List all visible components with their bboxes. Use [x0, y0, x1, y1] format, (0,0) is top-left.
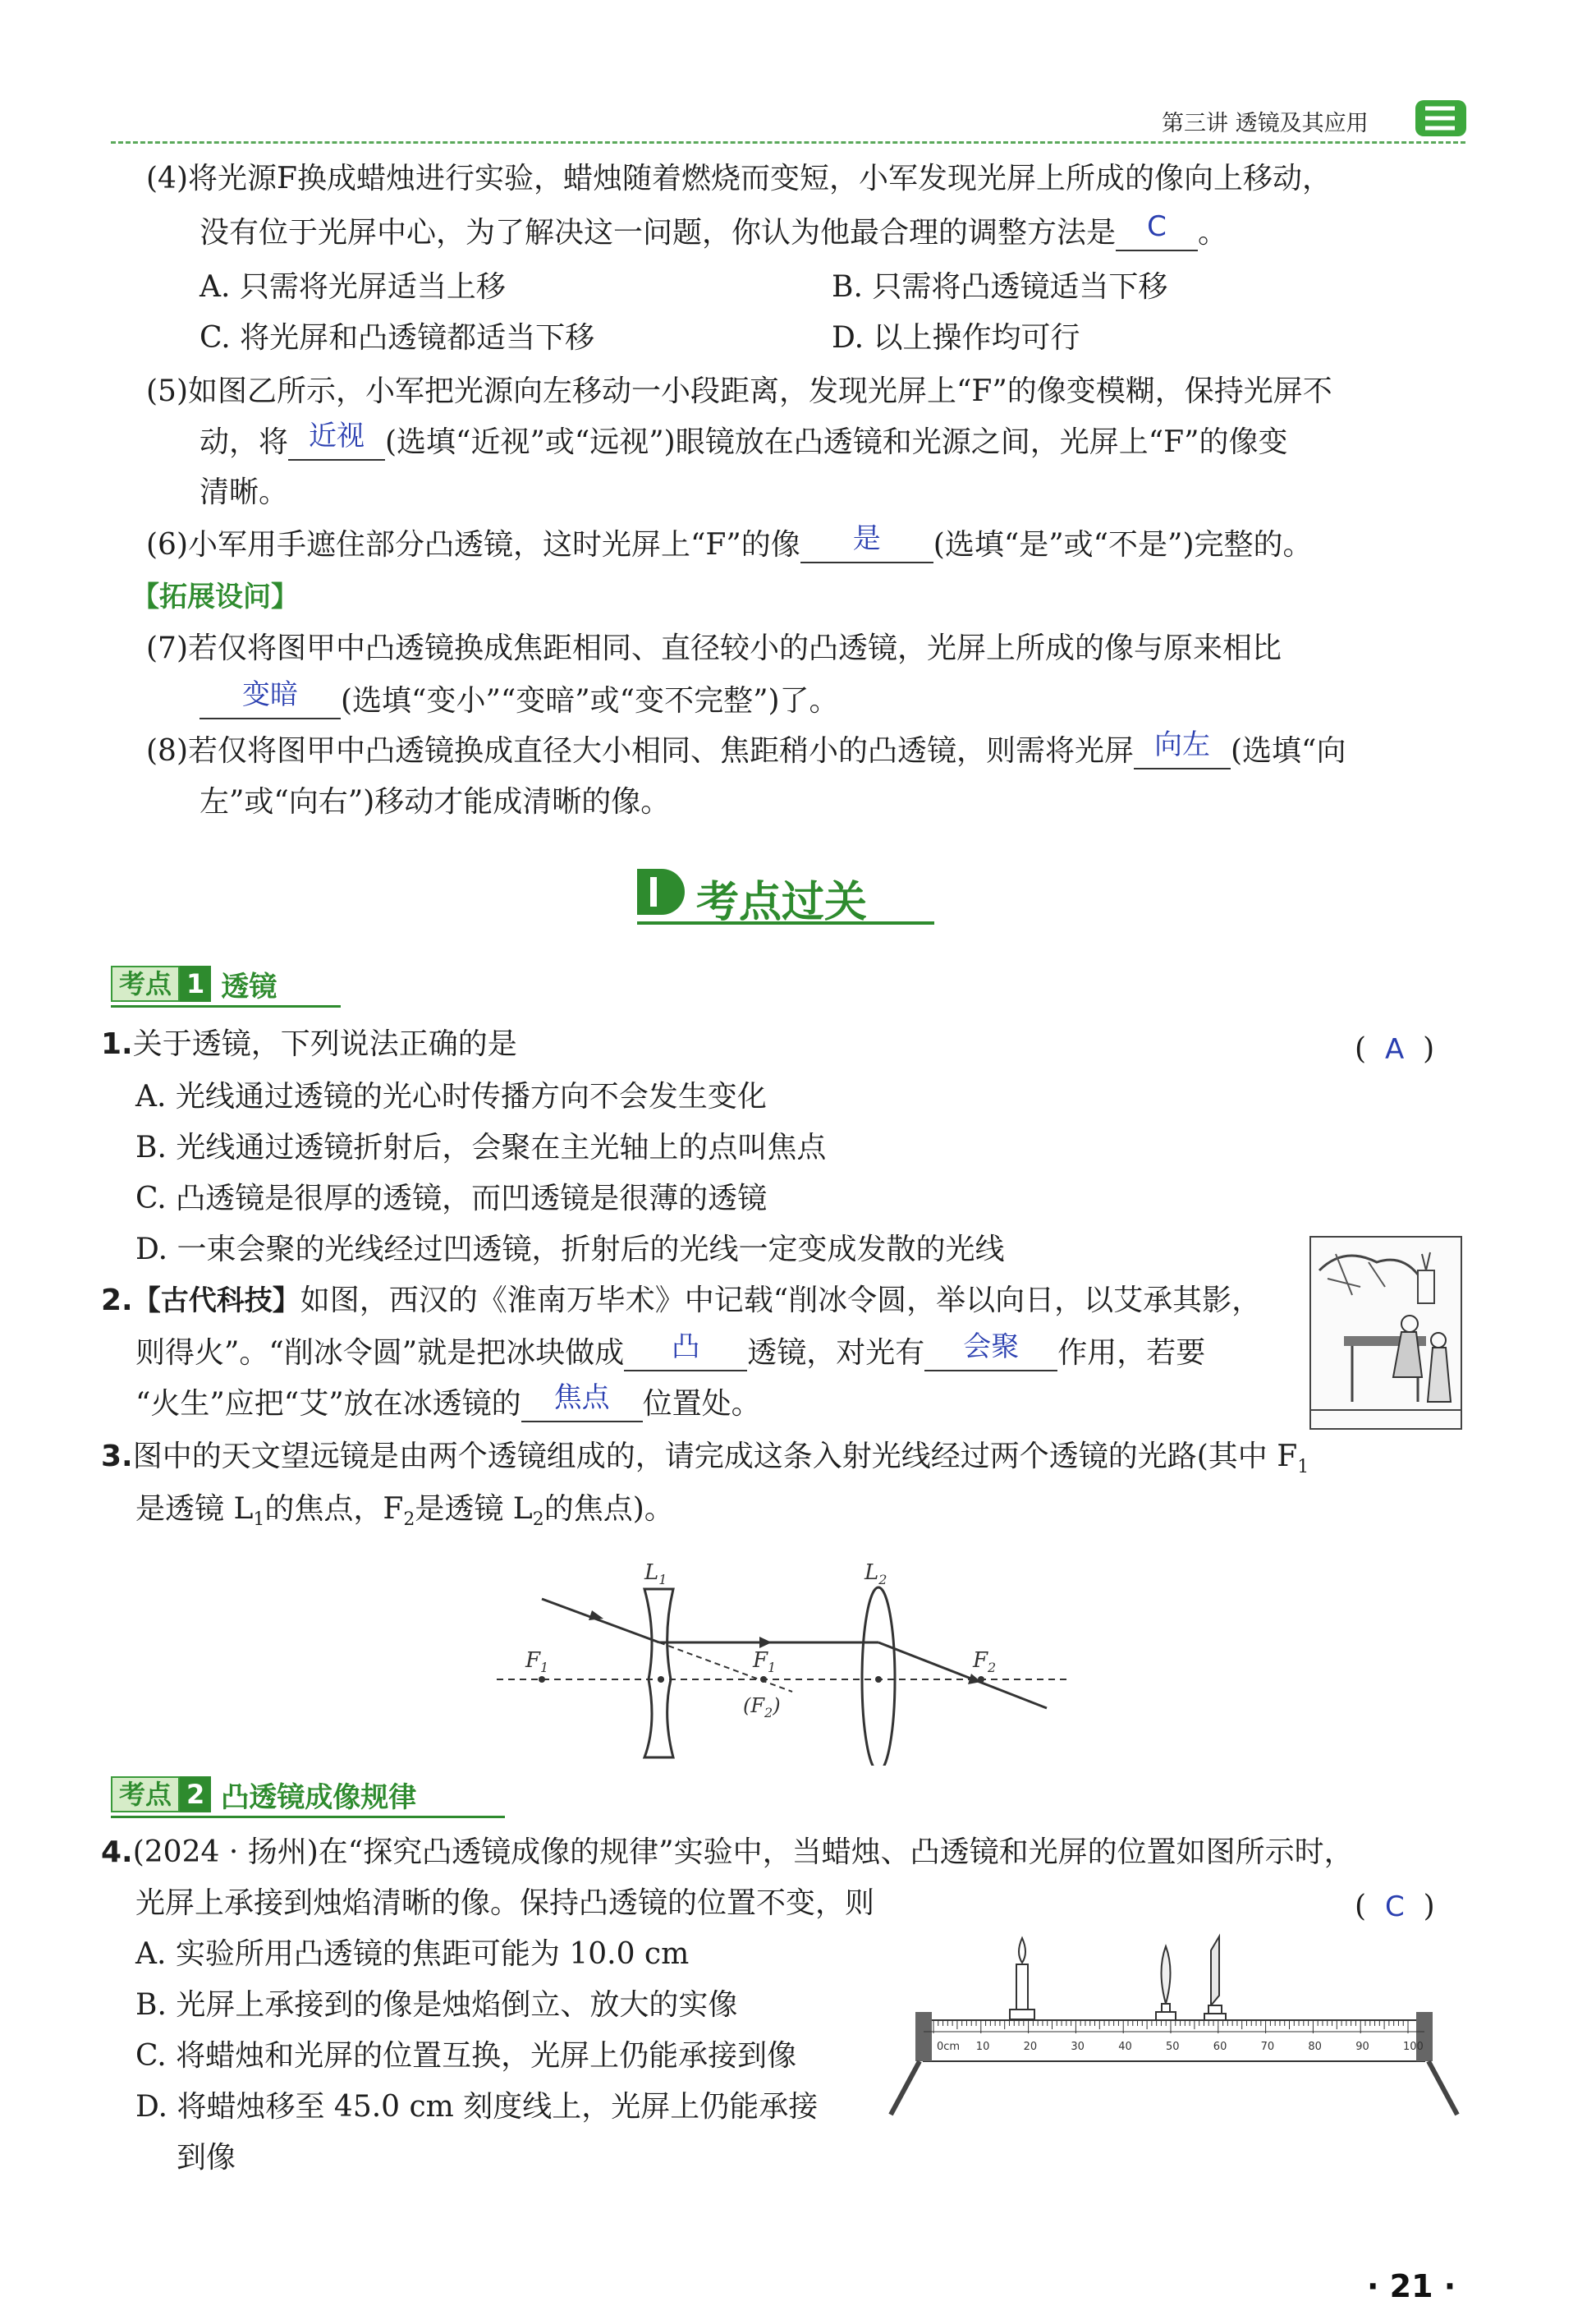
label-l2: L [864, 1560, 879, 1585]
label-f1-mid: F [753, 1648, 768, 1673]
kp1-label: 考点 [111, 966, 180, 1002]
ruler-tick-label: 70 [1260, 2041, 1275, 2053]
ruler-tick-label: 100 [1403, 2041, 1424, 2053]
p4-line1: (4)将光源F换成蜡烛进行实验，蜡烛随着燃烧而变短，小军发现光屏上所成的像向上移动， [146, 162, 1332, 195]
q4-line2: 光屏上承接到烛焰清晰的像。保持凸透镜的位置不变，则 [135, 1886, 875, 1920]
ruler-tick-label: 10 [975, 2041, 990, 2053]
header-dashed-rule [111, 141, 1465, 144]
svg-text:(F2): $(F_2)$ [743, 1694, 781, 1720]
ruler-tick-label: 30 [1071, 2041, 1085, 2053]
q3-line1: 3.图中的天文望远镜是由两个透镜组成的，请完成这条入射光线经过两个透镜的光路(其中 $F_1$ [101, 1440, 1309, 1478]
svg-text:L1: $L_1$ [644, 1560, 667, 1587]
ancient-illustration [1309, 1236, 1462, 1430]
q1-option-a: A. 光线通过透镜的光心时传播方向不会发生变化 [135, 1080, 767, 1114]
ruler-tick-label: 0cm [937, 2041, 961, 2053]
p4-option-c: C. 将光屏和凸透镜都适当下移 [200, 321, 595, 355]
q2-line3: “火生”应把“艾”放在冰透镜的 焦点 位置处。 [135, 1381, 761, 1421]
kp2-header [111, 1776, 505, 1818]
p7-line1: (7)若仅将图甲中凸透镜换成焦距相同、直径较小的凸透镜，光屏上所成的像与原来相比 [146, 632, 1282, 665]
svg-text:L2: $L_2$ [864, 1560, 887, 1587]
p8-line2: 左”或“向右”)移动才能成清晰的像。 [200, 785, 671, 819]
label-l1: L [644, 1560, 659, 1585]
page-header: 第三讲 透镜及其应用 [1162, 111, 1369, 136]
page-number: · 21 · [1367, 2268, 1456, 2304]
ruler-tick-label: 20 [1023, 2041, 1038, 2053]
p7-blank: 变暗 [200, 685, 341, 719]
q2-blank-2: 会聚 [924, 1337, 1057, 1371]
kp1-num: 1 [180, 966, 211, 1002]
ruler-tick-label: 80 [1308, 2041, 1322, 2053]
p4-option-d: D. 以上操作均可行 [832, 321, 1080, 355]
p4-line2: 没有位于光屏中心，为了解决这一问题，你认为他最合理的调整方法是 C 。 [200, 210, 1228, 250]
q1-answer-bracket: ( A ) [1355, 1032, 1435, 1066]
q2-line1: 2.【古代科技】如图，西汉的《淮南万毕术》中记载“削冰令圆，举以向日，以艾承其影， [101, 1284, 1262, 1317]
label-f2-paren: (F [743, 1694, 765, 1717]
q2-blank-3: 焦点 [521, 1388, 643, 1422]
q2-line2: 则得火”。“削冰令圆”就是把冰块做成 凸 透镜，对光有 会聚 作用，若要 [135, 1330, 1206, 1370]
svg-text:F2: $F_2$ [973, 1648, 997, 1675]
telescope-diagram [488, 1548, 1080, 1766]
p4-option-a: A. 只需将光屏适当上移 [200, 270, 506, 304]
section-icon [634, 866, 686, 918]
header-logo [1414, 97, 1468, 140]
kp2-label: 考点 [111, 1776, 180, 1812]
svg-text:F1: $F_1$ [525, 1648, 549, 1675]
q4-option-b: B. 光屏上承接到的像是烛焰倒立、放大的实像 [135, 1988, 738, 2022]
q4-answer-bracket: ( C ) [1355, 1890, 1435, 1923]
section-title: 考点过关 [696, 878, 868, 927]
kp1-name: 透镜 [221, 970, 277, 1004]
q4-option-d: D. 将蜡烛移至 45.0 cm 刻度线上，光屏上仍能承接 [135, 2090, 819, 2124]
q3-line2: 是透镜 $L_1$的焦点，$F_2$是透镜 $L_2$的焦点)。 [135, 1492, 674, 1531]
q2-blank-1: 凸 [624, 1337, 747, 1371]
p4-blank: C [1116, 217, 1198, 251]
ruler-tick-label: 40 [1118, 2041, 1132, 2053]
p4-option-b: B. 只需将凸透镜适当下移 [832, 270, 1168, 304]
label-f1-left: F [525, 1648, 541, 1673]
label-f2-right: F [973, 1648, 988, 1673]
svg-text:F1: $F_1$ [753, 1648, 777, 1675]
q1-option-c: C. 凸透镜是很厚的透镜，而凹透镜是很薄的透镜 [135, 1182, 768, 1215]
p8-line1: (8)若仅将图甲中凸透镜换成直径大小相同、焦距稍小的凸透镜，则需将光屏 向左 (选填“向 [146, 728, 1346, 768]
ruler-tick-label: 50 [1166, 2041, 1180, 2053]
extend-label: 【拓展设问】 [131, 581, 299, 613]
p6-line1: (6)小军用手遮住部分凸透镜，这时光屏上“F”的像 是 (选填“是”或“不是”)完整的。 [146, 522, 1313, 562]
p6-blank: 是 [800, 529, 933, 563]
q1-option-b: B. 光线通过透镜折射后，会聚在主光轴上的点叫焦点 [135, 1131, 827, 1164]
p5-line2: 动，将 近视 (选填“近视”或“远视”)眼镜放在凸透镜和光源之间，光屏上“F”的像变 [200, 420, 1288, 459]
q1-stem: 1.关于透镜，下列说法正确的是 [101, 1027, 517, 1061]
q1-option-d: D. 一束会聚的光线经过凹透镜，折射后的光线一定变成发散的光线 [135, 1233, 1005, 1266]
q4-option-c: C. 将蜡烛和光屏的位置互换，光屏上仍能承接到像 [135, 2039, 797, 2073]
kp2-name: 凸透镜成像规律 [221, 1780, 417, 1814]
q4-option-a: A. 实验所用凸透镜的焦距可能为 10.0 cm [135, 1937, 690, 1971]
optical-bench [883, 1913, 1474, 2135]
ruler-tick-label: 90 [1355, 2041, 1369, 2053]
p5-line3: 清晰。 [200, 475, 289, 509]
q4-line1: 4.(2024 · 扬州)在“探究凸透镜成像的规律”实验中，当蜡烛、凸透镜和光屏的位置如图所示时， [101, 1835, 1354, 1869]
section-title-banner [634, 862, 938, 928]
p7-line2: 变暗 (选填“变小”“变暗”或“变不完整”)了。 [200, 683, 839, 719]
p8-blank: 向左 [1134, 735, 1231, 769]
p5-line1: (5)如图乙所示，小军把光源向左移动一小段距离，发现光屏上“F”的像变模糊，保持光屏不 [146, 374, 1332, 408]
ruler-tick-label: 60 [1213, 2041, 1227, 2053]
kp2-num: 2 [180, 1776, 211, 1812]
p5-blank: 近视 [288, 426, 385, 461]
kp1-header [111, 966, 341, 1008]
q4-option-d-cont: 到像 [177, 2141, 236, 2175]
